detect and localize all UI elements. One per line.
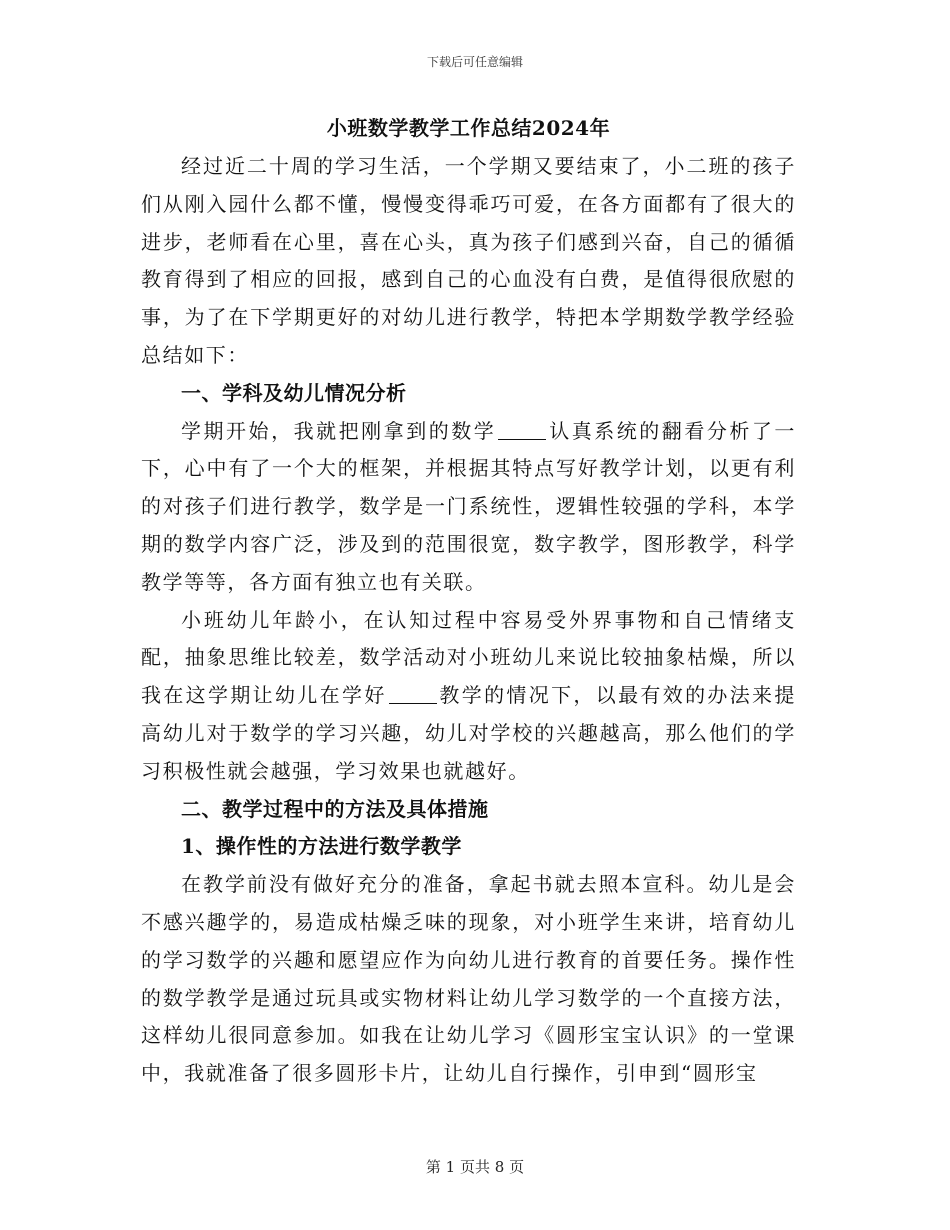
header-note: 下载后可任意编辑	[426, 55, 523, 69]
page-number-footer: 第 1 页共 8 页	[425, 1158, 525, 1176]
fill-in-blank	[389, 683, 437, 704]
paragraph-child-analysis	[141, 602, 796, 791]
subsection-heading-1: 1、操作性的方法进行数学教学	[181, 834, 462, 859]
section-heading-1: 一、学科及幼儿情况分析	[181, 380, 407, 405]
paragraph-text: 教学的情况下，以最有效的办法来提高幼儿对于数学的学习兴趣，幼儿对学校的兴趣越高，那么他们的学习积极性就会越强，学习效果也就越好。	[141, 683, 796, 783]
paragraph-text: 认真系统的翻看分析了一下，心中有了一个大的框架，并根据其特点写好教学计划，以更有利的对孩子们进行教学，数学是一门系统性，逻辑性较强的学科，本学期的数学内容广泛，涉及到的范围很宽，数字教学，图形教学，科学教学等等，各方面有独立也有关联。	[141, 418, 796, 594]
paragraph-subject-analysis	[141, 413, 796, 602]
paragraph-intro: 经过近二十周的学习生活，一个学期又要结束了，小二班的孩子们从刚入园什么都不懂，慢慢变得乖巧可爱，在各方面都有了很大的进步，老师看在心里，喜在心头，真为孩子们感到兴奋，自己的循循教育得到了相应的回报，感到自己的心血没有白费，是值得很欣慰的事，为了在下学期更好的对幼儿进行教学，特把本学期数学教学经验总结如下：	[141, 154, 796, 367]
paragraph-text: 学期开始，我就把刚拿到的数学	[181, 418, 497, 443]
fill-in-blank	[498, 419, 546, 440]
paragraph-text: 小班幼儿年龄小，在认知过程中容易受外界事物和自己情绪支配，抽象思维比较差，数学活动对小班幼儿来说比较抽象枯燥，所以我在这学期让幼儿在学好	[141, 607, 796, 708]
section-heading-2: 二、教学过程中的方法及具体措施	[181, 796, 489, 821]
paragraph-operational-method: 在教学前没有做好充分的准备，拿起书就去照本宣科。幼儿是会不感兴趣学的，易造成枯燥乏味的现象，对小班学生来讲，培育幼儿的学习数学的兴趣和愿望应作为向幼儿进行教育的首要任务。操作性的数学教学是通过玩具或实物材料让幼儿学习数学的一个直接方法，这样幼儿很同意参加。如我在让幼儿学习《圆形宝宝认识》的一堂课中，我就准备了很多圆形卡片，让幼儿自行操作，引申到“圆形宝	[141, 872, 796, 1086]
document-body	[141, 108, 796, 1093]
document-title: 小班数学教学工作总结2024年	[326, 116, 611, 140]
